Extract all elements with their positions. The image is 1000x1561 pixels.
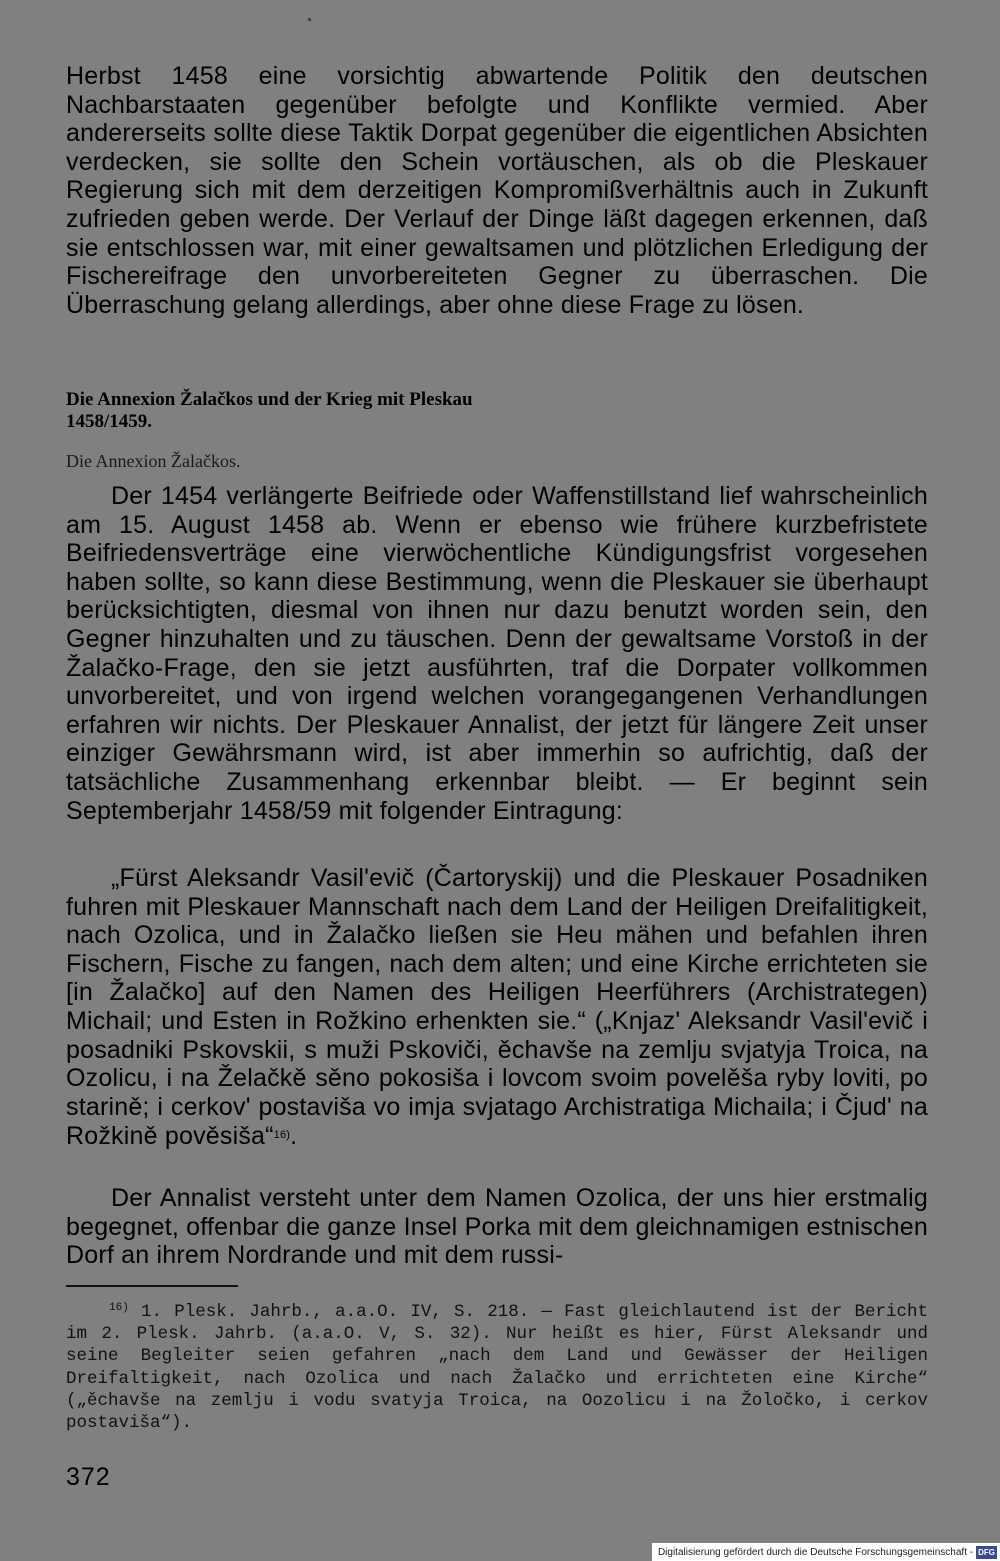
footnote-text: 1. Plesk. Jahrb., a.a.O. IV, S. 218. — Fast gleichlautend ist der Bericht im 2. Plesk. Jahrb. (a.a.O. V, S. 32). Nur heißt es hier, Fürst Aleksandr und seine Begleiter seien gefahren „nach dem Land und Gewässer der Heiligen Dreifaltigkeit, nach Ozolica und nach Žalačko und errichteten eine Kirche“ („ěchavše na zemlju i vodu svatyja Troica, na Oozolicu i na Žoločko, i cerkov postaviša“).	[66, 1302, 928, 1434]
quote-text: „Fürst Aleksandr Vasil'evič (Čartoryskij) und die Pleskauer Posadniken fuhren mit Pleskauer Mannschaft nach dem Land der Heiligen Dreifalitigkeit, nach Ozolica, und in Žalačko ließen sie Heu mähen und befahlen ihren Fischern, Fische zu fangen, nach dem alten; und eine Kirche errichteten sie [in Žalačko] auf den Namen des Heiligen Heerführers (Archistrategen) Michail; und Esten in Rožkino erhenkten sie.“ („Knjaz' Aleksandr Vasil'evič i posadniki Pskovskii, s muži Pskoviči, ěchavše na zemlju svjatyja Troica, na Ozolicu, i na Želačkě sěno pokosiša i lovcom svoim povelěša ryby loviti, po starině; i cerkov' postaviša vo imja svjatago Archistratiga Michaila; i Čjud' na Rožkině pověsiša“	[66, 864, 928, 1151]
dfg-logo: DFG	[978, 1547, 995, 1557]
footnote	[66, 1297, 928, 1434]
digitization-credit	[652, 1543, 1000, 1561]
paragraph-annalist: Der Annalist versteht unter dem Namen Ozolica, der uns hier erstmalig begegnet, offenbar die ganze Insel Porka mit dem gleichnamigen estnischen Dorf an ihrem Nordrande und mit dem russi-	[66, 1184, 928, 1270]
paragraph-quote	[66, 864, 928, 1151]
section-heading: Die Annexion Žalačkos und der Krieg mit Pleskau 1458/1459.	[66, 389, 473, 432]
paragraph-beifriede: Der 1454 verlängerte Beifriede oder Waffenstillstand lief wahrscheinlich am 15. August 1458 ab. Wenn er ebenso wie frühere kurzbefristete Beifriedensverträge eine vierwöchentliche Kündigungsfrist vorgesehen haben sollte, so kann diese Bestimmung, wenn die Pleskauer sie überhaupt berücksichtigten, diesmal von ihnen nur dazu benutzt worden sein, den Gegner hinzuhalten und zu täuschen. Denn der gewaltsame Vorstoß in der Žalačko-Frage, den sie jetzt ausführten, traf die Dorpater vollkommen unvorbereitet, und von irgend welchen vorangegangenen Verhandlungen erfahren wir nichts. Der Pleskauer Annalist, der jetzt für längere Zeit unser einziger Gewährsmann wird, ist aber immerhin so aufrichtig, daß der tatsächliche Zusammenhang erkennbar bleibt. — Er beginnt sein Septemberjahr 1458/59 mit folgender Eintragung:	[66, 482, 928, 825]
footnote-marker: 16)	[109, 1302, 129, 1314]
page-number: 372	[66, 1463, 111, 1491]
section-subheading: Die Annexion Žalačkos.	[66, 451, 241, 471]
quote-end: .	[290, 1122, 298, 1151]
scan-speck	[308, 18, 311, 21]
footnote-divider	[66, 1285, 238, 1287]
paragraph-intro: Herbst 1458 eine vorsichtig abwartende Politik den deutschen Nachbarstaaten gegenüber befolgte und Konflikte vermied. Aber andererseits sollte diese Taktik Dorpat gegenüber die eigentlichen Absichten verdecken, sie sollte den Schein vortäuschen, als ob die Pleskauer Regierung sich mit dem derzeitigen Kompromißverhältnis auch in Zukunft zufrieden geben werde. Der Verlauf der Dinge läßt dagegen erkennen, daß sie entschlossen war, mit einer gewaltsamen und plötzlichen Erledigung der Fischereifrage den unvorbereiteten Gegner zu überraschen. Die Überraschung gelang allerdings, aber ohne diese Frage zu lösen.	[66, 62, 928, 319]
credit-text: Digitalisierung gefördert durch die Deutsche Forschungsgemeinschaft -	[657, 1546, 974, 1558]
footnote-reference: 16)	[273, 1129, 291, 1142]
